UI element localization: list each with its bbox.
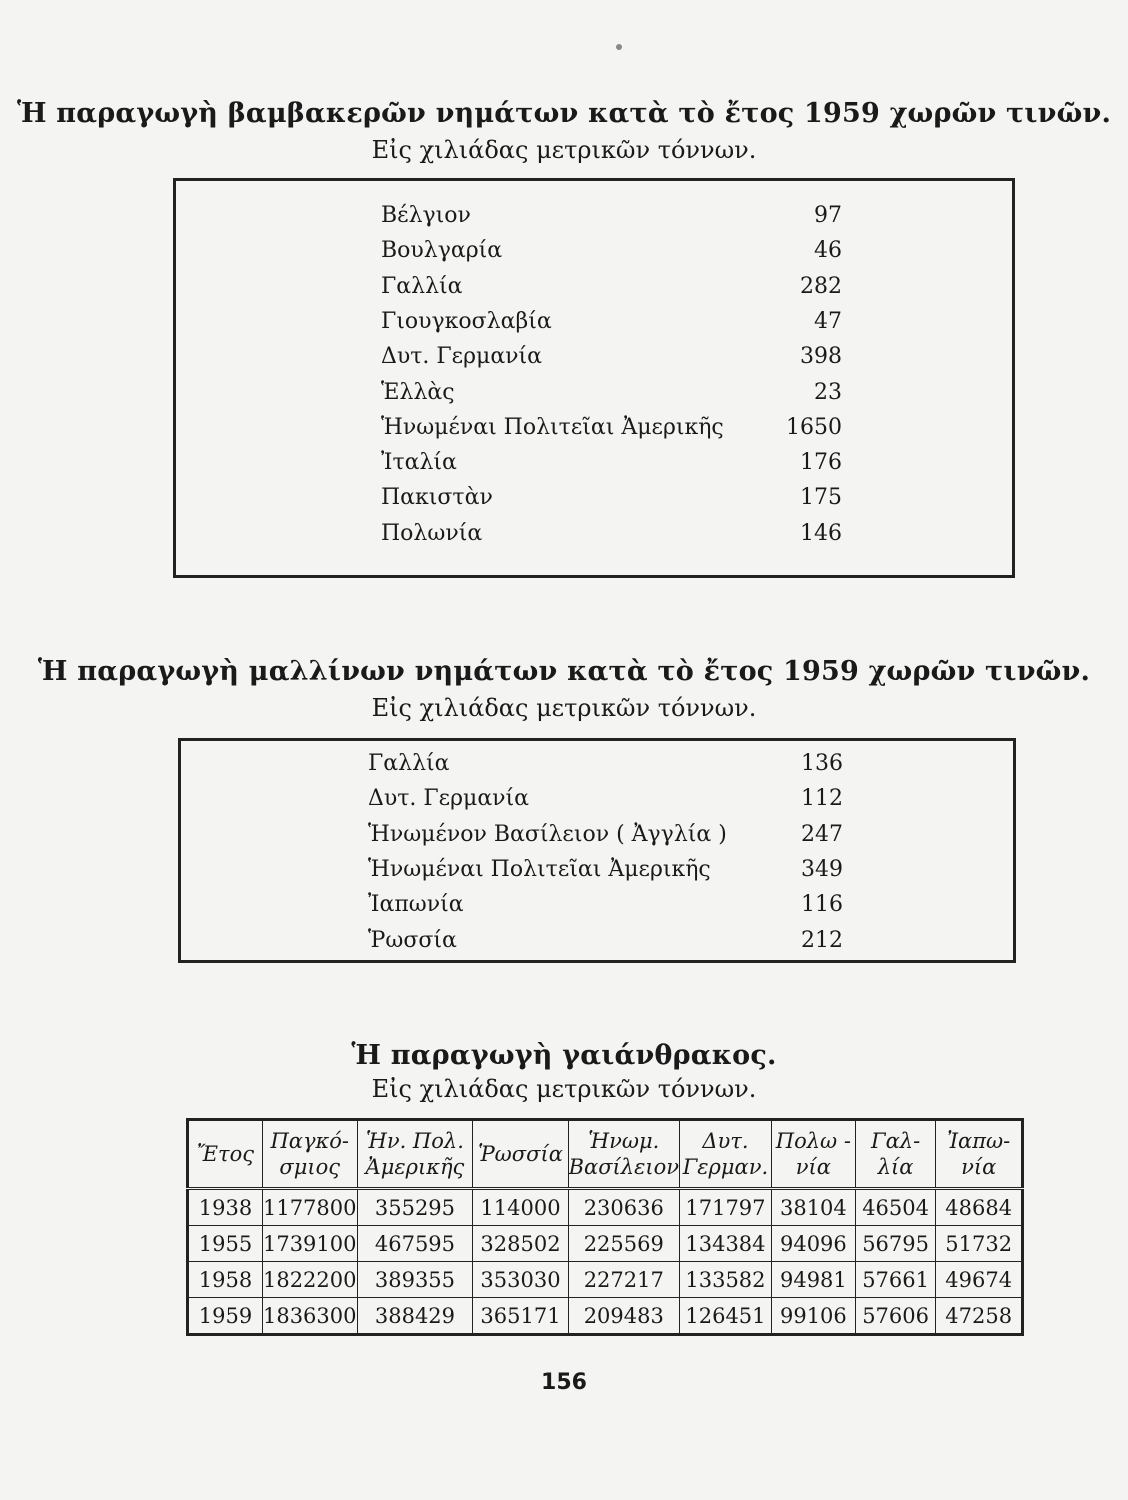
table-row — [188, 1226, 1023, 1262]
wool-subtitle: Εἰς χιλιάδας μετρικῶν τόννων. — [371, 694, 757, 722]
table-row — [181, 786, 1013, 821]
country-name: Ἰταλία — [381, 450, 457, 476]
value-cell: 176 — [800, 450, 842, 476]
coal-cell: 388429 — [357, 1298, 473, 1335]
wool-title: Ἡ παραγωγὴ μαλλίνων νημάτων κατὰ τὸ ἔτος 1959 χωρῶν τινῶν. — [37, 656, 1091, 687]
table-row — [176, 344, 1012, 379]
table-row — [176, 380, 1012, 415]
coal-cell: 389355 — [357, 1262, 473, 1298]
table-row — [188, 1189, 1023, 1226]
coal-cell: 114000 — [473, 1189, 568, 1226]
table-row — [188, 1298, 1023, 1335]
coal-cell: 99106 — [771, 1298, 855, 1335]
value-cell: 212 — [801, 927, 843, 953]
coal-cell: 133582 — [679, 1262, 771, 1298]
country-name: Πακιστὰν — [381, 485, 493, 511]
value-cell: 46 — [814, 238, 842, 264]
value-cell: 23 — [814, 379, 842, 405]
cotton-subtitle: Εἰς χιλιάδας μετρικῶν τόννων. — [371, 136, 757, 164]
header-line: Ἡν. Πολ. — [365, 1129, 464, 1153]
coal-cell: 57661 — [855, 1262, 936, 1298]
coal-header-cell — [679, 1120, 771, 1189]
value-cell: 349 — [801, 856, 843, 882]
table-row — [176, 203, 1012, 238]
country-name: Γαλλία — [368, 751, 450, 776]
coal-cell: 1958 — [188, 1262, 263, 1298]
header-line: νία — [795, 1155, 831, 1179]
value-cell: 282 — [800, 273, 842, 299]
coal-cell: 365171 — [473, 1298, 568, 1335]
country-name: Γαλλία — [381, 273, 463, 299]
table-row — [176, 521, 1012, 556]
table-row — [188, 1262, 1023, 1298]
header-line: Ῥωσσία — [478, 1142, 563, 1166]
page-number: 156 — [541, 1370, 587, 1395]
country-name: Βουλγαρία — [381, 238, 503, 264]
cotton-title: Ἡ παραγωγὴ βαμβακερῶν νημάτων κατὰ τὸ ἔτος 1959 χωρῶν τινῶν. — [16, 98, 1112, 129]
coal-cell: 1938 — [188, 1189, 263, 1226]
coal-cell: 209483 — [568, 1298, 679, 1335]
country-name: Δυτ. Γερμανία — [381, 344, 543, 370]
coal-header-cell — [936, 1120, 1023, 1189]
coal-cell: 467595 — [357, 1226, 473, 1262]
coal-header-cell — [188, 1120, 263, 1189]
coal-header-row — [188, 1120, 1023, 1189]
country-name: Ἡνωμέναι Πολιτεῖαι Ἀμερικῆς — [381, 414, 724, 440]
wool-table — [178, 738, 1016, 963]
coal-cell: 51732 — [936, 1226, 1023, 1262]
value-cell: 398 — [800, 344, 842, 370]
value-cell: 146 — [800, 520, 842, 546]
coal-header-cell — [855, 1120, 936, 1189]
header-line: Βασίλειον — [568, 1155, 679, 1179]
country-name: Δυτ. Γερμανία — [368, 786, 530, 812]
coal-cell: 230636 — [568, 1189, 679, 1226]
coal-cell: 1955 — [188, 1226, 263, 1262]
value-cell: 247 — [801, 821, 843, 847]
speck-mark — [616, 44, 622, 50]
table-row — [176, 485, 1012, 520]
table-row — [181, 928, 1013, 963]
coal-cell: 56795 — [855, 1226, 936, 1262]
coal-title: Ἡ παραγωγὴ γαιάνθρακος. — [351, 1040, 777, 1071]
coal-cell: 48684 — [936, 1189, 1023, 1226]
coal-cell: 46504 — [855, 1189, 936, 1226]
header-line: σμιος — [279, 1155, 341, 1179]
coal-header-cell — [262, 1120, 357, 1189]
table-row — [181, 822, 1013, 857]
country-name: Γιουγκοσλαβία — [381, 308, 552, 334]
table-row — [176, 274, 1012, 309]
table-row — [176, 450, 1012, 485]
country-name: Ῥωσσία — [368, 927, 457, 953]
table-row — [176, 415, 1012, 450]
coal-cell: 134384 — [679, 1226, 771, 1262]
header-line: Ἔτος — [196, 1142, 255, 1166]
header-line: Παγκό- — [270, 1129, 350, 1153]
header-line: Γαλ- — [871, 1129, 921, 1153]
coal-cell: 1822200 — [262, 1262, 357, 1298]
coal-cell: 126451 — [679, 1298, 771, 1335]
coal-cell: 353030 — [473, 1262, 568, 1298]
coal-cell: 1177800 — [262, 1189, 357, 1226]
coal-cell: 47258 — [936, 1298, 1023, 1335]
coal-header-cell — [568, 1120, 679, 1189]
coal-table — [186, 1118, 1024, 1336]
coal-header-cell — [357, 1120, 473, 1189]
coal-cell: 57606 — [855, 1298, 936, 1335]
table-row — [176, 309, 1012, 344]
header-line: Ἀμερικῆς — [365, 1155, 465, 1179]
value-cell: 116 — [801, 892, 843, 918]
header-line: Γερμαν. — [682, 1155, 769, 1179]
coal-cell: 49674 — [936, 1262, 1023, 1298]
header-line: Ἰαπω- — [947, 1129, 1011, 1153]
coal-cell: 38104 — [771, 1189, 855, 1226]
coal-cell: 171797 — [679, 1189, 771, 1226]
header-line: Ἡνωμ. — [588, 1129, 660, 1153]
country-name: Ἑλλὰς — [381, 379, 455, 405]
value-cell: 97 — [814, 203, 842, 228]
coal-subtitle: Εἰς χιλιάδας μετρικῶν τόννων. — [371, 1075, 757, 1103]
header-line: νία — [961, 1155, 997, 1179]
coal-cell: 94096 — [771, 1226, 855, 1262]
coal-cell: 328502 — [473, 1226, 568, 1262]
coal-cell: 1836300 — [262, 1298, 357, 1335]
header-line: Δυτ. — [702, 1129, 749, 1153]
cotton-table — [173, 178, 1015, 578]
table-row — [181, 857, 1013, 892]
header-line: Πολω - — [775, 1129, 851, 1153]
coal-cell: 94981 — [771, 1262, 855, 1298]
table-row — [181, 751, 1013, 786]
country-name: Ἰαπωνία — [368, 892, 464, 918]
value-cell: 175 — [800, 485, 842, 511]
coal-cell: 227217 — [568, 1262, 679, 1298]
country-name: Ἡνωμέναι Πολιτεῖαι Ἀμερικῆς — [368, 856, 711, 882]
country-name: Βέλγιον — [381, 203, 471, 228]
value-cell: 1650 — [786, 414, 842, 440]
coal-cell: 1959 — [188, 1298, 263, 1335]
header-line: λία — [877, 1155, 914, 1179]
coal-header-cell — [473, 1120, 568, 1189]
table-row — [181, 892, 1013, 927]
value-cell: 47 — [814, 308, 842, 334]
country-name: Ἡνωμένον Βασίλειον ( Ἀγγλία ) — [368, 821, 727, 847]
coal-header-cell — [771, 1120, 855, 1189]
coal-cell: 225569 — [568, 1226, 679, 1262]
value-cell: 136 — [801, 751, 843, 776]
coal-cell: 1739100 — [262, 1226, 357, 1262]
table-row — [176, 238, 1012, 273]
country-name: Πολωνία — [381, 520, 483, 546]
value-cell: 112 — [801, 786, 843, 812]
coal-cell: 355295 — [357, 1189, 473, 1226]
